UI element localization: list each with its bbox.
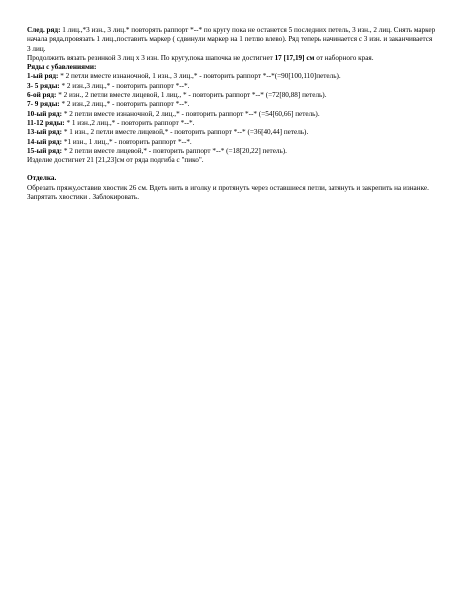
row-label: 3- 5 ряды: [27,81,60,90]
row-label: 7- 9 ряды: [27,100,60,109]
row-item [27,91,437,100]
continue-text: Продолжить вязать резинкой 3 лиц х 3 изн. По кругу,пока шапочка не достигнет [27,53,275,62]
target-length: 17 [17,19] см [274,53,315,62]
row-text: * 2 петли вместе изнаночной, 2 лиц.,* - повторить раппорт *--* (=54[60,66] петель). [62,109,320,118]
row-item [27,72,437,81]
decrease-heading: Ряды с убавлениями: [27,63,97,72]
finishing-text: Обрезать пряжу,оставив хвостик 26 см. Вдеть нить в иголку и протянуть через оставшиеся петли, затянуть и закрепить на изнанке. Запрятать хвостики . Заблокировать. [27,183,429,202]
row-item [27,119,437,128]
finishing-heading: Отделка. [27,174,57,183]
row-text: * 2 изн.,2 лиц.,* - повторить раппорт *--*. [59,100,190,109]
intro-label: След. ряд: [27,26,61,34]
intro-paragraph [27,26,437,54]
row-label: 10-ый ряд: [27,109,63,118]
decrease-rows [27,72,437,156]
row-text: * 2 петли вместе лицевой,* - повторить раппорт *--* (=18[20,22] петель). [62,146,287,155]
row-item [27,138,437,147]
row-label: 13-ый ряд: [27,128,63,137]
row-text: * 2 изн.,3 лиц.,* - повторить раппорт *--*. [59,81,190,90]
row-text: *1 изн., 1 лиц.,* - повторить раппорт *--*. [62,137,192,146]
row-item [27,82,437,91]
row-text: * 2 петли вместе изнаночной, 1 изн., 3 лиц.,* - повторить раппорт *--*(=90[100,110]петель). [58,72,341,81]
closing-line: Изделие достигнет 21 [21,23]см от ряда подгиба с "пико". [27,156,204,165]
row-label: 11-12 ряды: [27,118,65,127]
spacer [27,165,437,174]
row-label: 14-ый ряд: [27,137,63,146]
intro-text: 1 лиц.,*3 изн., 3 лиц.* повторять раппорт *--* по кругу пока не останется 5 последних петель, 3 изн., 2 лиц. Снять маркер начала ряда,провязать 1 лиц.,поставить маркер ( сдвинули маркер на 1 петлю влево). Ряд теперь начинается с 3 изн. и заканчивается 3 лиц. [27,26,436,53]
row-label: 1-ый ряд: [27,72,59,81]
continue-paragraph [27,54,437,63]
row-text: * 1 изн., 2 петли вместе лицевой,* - повторить раппорт *--* (=36[40,44] петель). [62,128,309,137]
row-item [27,100,437,109]
pattern-text [27,26,437,202]
row-label: 6-ой ряд: [27,91,57,100]
row-item [27,128,437,137]
row-text: * 2 изн., 2 петли вместе лицевой, 1 лиц., * - повторить раппорт *--* (=72[80,88] петель). [56,91,327,100]
row-item [27,147,437,156]
row-item [27,110,437,119]
continue-text-end: от наборного края. [314,53,374,62]
row-label: 15-ый ряд: [27,146,63,155]
row-text: * 1 изн.,2 лиц.,* - повторить раппорт *--*. [64,118,195,127]
